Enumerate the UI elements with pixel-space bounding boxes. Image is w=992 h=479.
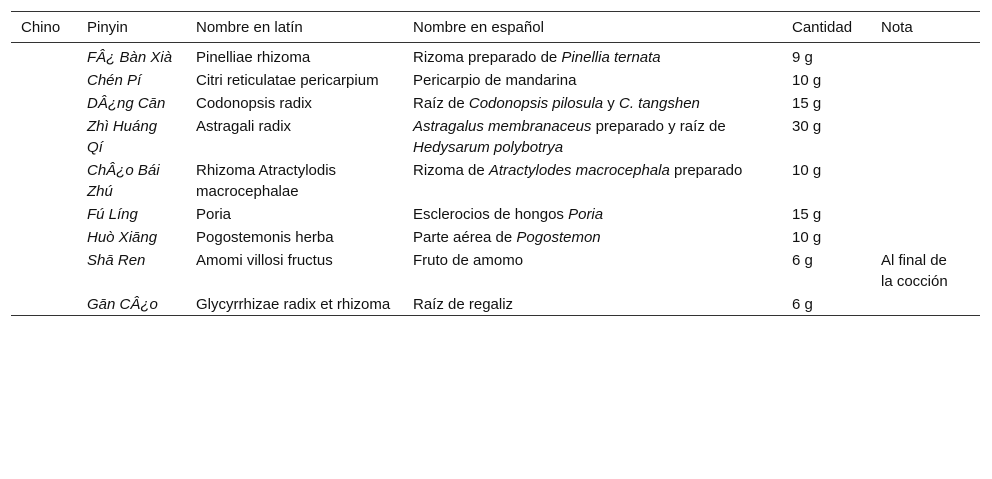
cell-quantity: 6 g — [792, 252, 813, 269]
cell-latin-name: Glycyrrhizae radix et rhizoma — [196, 296, 391, 313]
spanish-text: Fruto de amomo — [413, 252, 524, 269]
header-pinyin: Pinyin — [87, 18, 128, 36]
table-row — [11, 248, 980, 292]
cell-quantity: 9 g — [792, 49, 813, 66]
cell-spanish-name — [403, 114, 782, 158]
header-quantity: Cantidad — [792, 18, 853, 36]
spanish-text-mid: preparado y raíz de — [591, 118, 726, 135]
header-note: Nota — [881, 18, 913, 36]
cell-note — [871, 202, 980, 225]
cell-note — [871, 225, 980, 248]
cell-spanish-name — [403, 292, 782, 316]
herbal-formula-table — [11, 11, 980, 316]
table-row — [11, 225, 980, 248]
spanish-species: Pinellia ternata — [561, 49, 661, 66]
cell-latin-name: Amomi villosi fructus — [196, 252, 333, 269]
spanish-species-2: Hedysarum polybotrya — [413, 139, 564, 156]
cell-spanish-name — [403, 91, 782, 114]
cell-chinese — [11, 202, 77, 225]
spanish-species: Astragalus membranaceus — [413, 118, 592, 135]
cell-pinyin: DÂ¿ng Cān — [87, 95, 166, 112]
cell-chinese — [11, 43, 77, 69]
cell-pinyin: Chén Pí — [87, 72, 142, 89]
cell-pinyin: FÂ¿ Bàn Xià — [87, 49, 173, 66]
cell-chinese — [11, 68, 77, 91]
cell-spanish-name — [403, 68, 782, 91]
cell-spanish-name — [403, 225, 782, 248]
cell-spanish-name — [403, 43, 782, 69]
cell-quantity: 15 g — [792, 206, 822, 223]
cell-chinese — [11, 114, 77, 158]
spanish-species: Atractylodes macrocephala — [488, 162, 670, 179]
cell-note — [871, 68, 980, 91]
cell-quantity: 6 g — [792, 296, 813, 313]
table-body — [11, 43, 980, 316]
cell-quantity: 10 g — [792, 72, 822, 89]
cell-note — [871, 158, 980, 202]
cell-latin-name: Citri reticulatae pericarpium — [196, 72, 379, 89]
table-row — [11, 158, 980, 202]
header-latin-name: Nombre en latín — [196, 18, 303, 36]
header-row — [11, 12, 980, 43]
spanish-text: Rizoma preparado de — [413, 49, 562, 66]
cell-latin-name: Codonopsis radix — [196, 95, 312, 112]
table-row — [11, 202, 980, 225]
spanish-text: Pericarpio de mandarina — [413, 72, 577, 89]
cell-pinyin: Zhì Huáng Qí — [87, 118, 158, 156]
cell-note — [871, 43, 980, 69]
cell-latin-name: Rhizoma Atractylodis macrocephalae — [196, 162, 337, 200]
cell-spanish-name — [403, 202, 782, 225]
cell-latin-name: Astragali radix — [196, 118, 292, 135]
cell-pinyin: Fú Líng — [87, 206, 138, 223]
cell-pinyin: Shā Ren — [87, 252, 146, 269]
cell-quantity: 10 g — [792, 229, 822, 246]
spanish-text: Esclerocios de hongos — [413, 206, 569, 223]
table-row — [11, 91, 980, 114]
cell-quantity: 10 g — [792, 162, 822, 179]
spanish-species: Pogostemon — [516, 229, 601, 246]
cell-quantity: 15 g — [792, 95, 822, 112]
cell-note — [871, 91, 980, 114]
header-chinese: Chino — [21, 18, 61, 36]
cell-chinese — [11, 225, 77, 248]
cell-note: Al final de la cocción — [881, 252, 948, 290]
cell-chinese — [11, 292, 77, 316]
cell-note — [871, 114, 980, 158]
cell-latin-name: Pogostemonis herba — [196, 229, 334, 246]
table-row — [11, 292, 980, 316]
spanish-text: Parte aérea de — [413, 229, 517, 246]
header-spanish-name: Nombre en español — [413, 18, 544, 36]
table-row — [11, 68, 980, 91]
cell-spanish-name — [403, 158, 782, 202]
cell-quantity: 30 g — [792, 118, 822, 135]
cell-pinyin: ChÂ¿o Bái Zhú — [87, 162, 160, 200]
spanish-text: Raíz de regaliz — [413, 296, 514, 313]
spanish-text-mid: preparado — [669, 162, 743, 179]
table-header — [11, 12, 980, 43]
cell-pinyin: Huò Xiāng — [87, 229, 158, 246]
spanish-species-2: C. tangshen — [618, 95, 700, 112]
spanish-text: Raíz de — [413, 95, 469, 112]
cell-pinyin: Gān CÂ¿o — [87, 296, 158, 313]
cell-chinese — [11, 91, 77, 114]
spanish-species: Poria — [568, 206, 604, 223]
spanish-text-mid: y — [603, 95, 619, 112]
table-row — [11, 114, 980, 158]
cell-spanish-name — [403, 248, 782, 292]
cell-latin-name: Pinelliae rhizoma — [196, 49, 311, 66]
spanish-text: Rizoma de — [413, 162, 489, 179]
cell-chinese — [11, 248, 77, 292]
spanish-species: Codonopsis pilosula — [468, 95, 604, 112]
cell-chinese — [11, 158, 77, 202]
cell-note — [871, 292, 980, 316]
cell-latin-name: Poria — [196, 206, 232, 223]
table-row — [11, 43, 980, 69]
